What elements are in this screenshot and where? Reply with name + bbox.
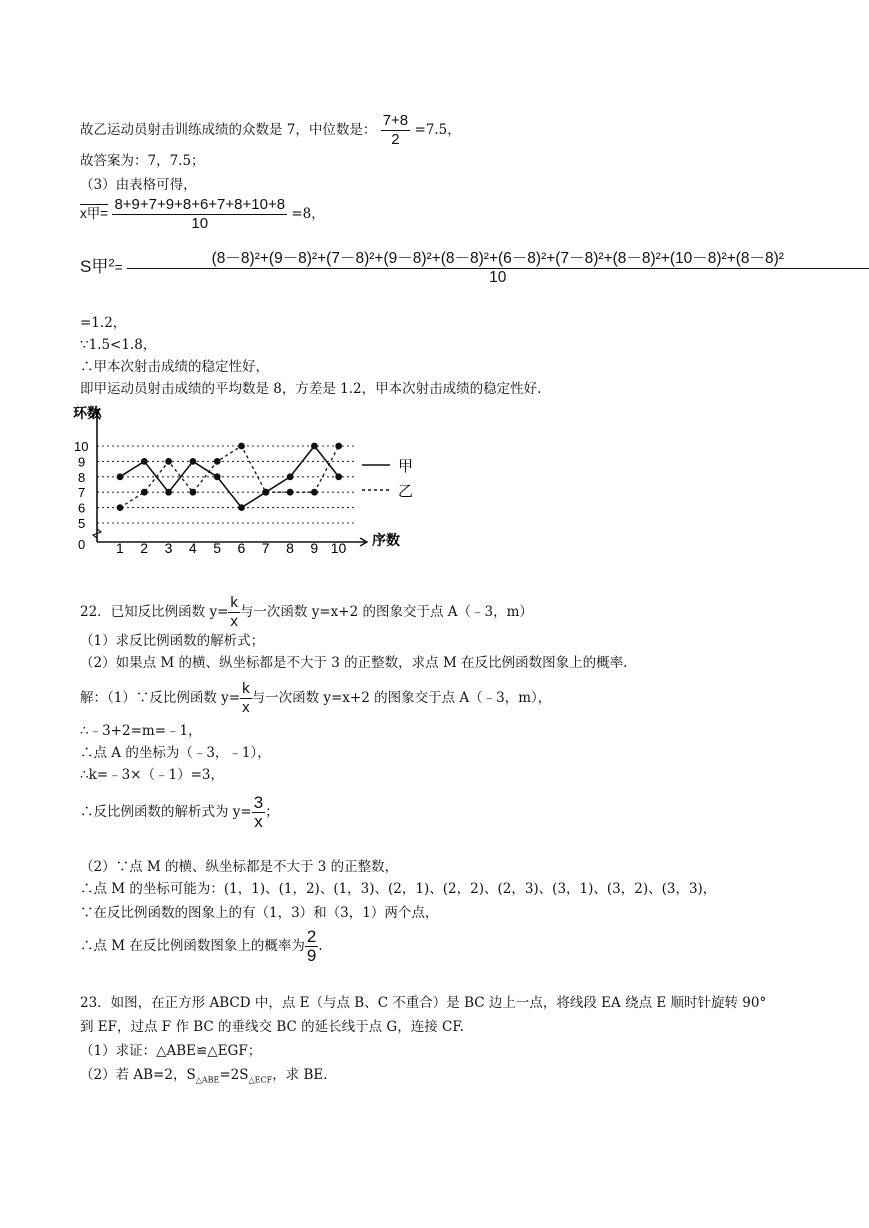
p22-probability-text: ∴点 M 在反比例函数图象上的概率为 <box>80 938 305 954</box>
p23-line4-b: =2S <box>219 1067 249 1083</box>
p22-step5-text: ∴反比例函数的解析式为 y= <box>80 804 252 820</box>
mean-result: =8， <box>291 206 325 222</box>
variance-result: =1.2， <box>80 315 127 331</box>
data-point <box>311 489 318 496</box>
data-point <box>141 458 148 465</box>
mean-denominator: 10 <box>191 215 209 232</box>
y-tick-label: 6 <box>78 500 86 516</box>
p22-solution-b: 与一次函数 y=x+2 的图象交于点 A（﹣3，m）， <box>251 690 552 706</box>
variance-label: S甲 <box>80 257 109 276</box>
x-tick-label: 7 <box>261 540 270 556</box>
y-axis-title: 环数 <box>73 405 101 421</box>
chart-axes <box>93 410 367 546</box>
data-point <box>214 473 221 480</box>
therefore-line: ∴甲本次射击成绩的稳定性好， <box>80 359 269 375</box>
x-tick-label: 9 <box>310 540 319 556</box>
data-point <box>165 458 172 465</box>
mean-label: x甲= <box>80 206 109 221</box>
x-tick-label: 8 <box>286 540 294 556</box>
p23-line4-a: （2）若 AB=2，S <box>80 1067 196 1083</box>
p22-step4: ∴k=﹣3×（﹣1）=3， <box>80 767 224 783</box>
conclusion-line: 即甲运动员射击成绩的平均数是 8，方差是 1.2，甲本次射击成绩的稳定性好. <box>80 381 542 397</box>
p23-line2: 到 EF，过点 F 作 BC 的垂线交 BC 的延长线于点 G，连接 CF. <box>80 1019 464 1035</box>
x-tick-label: 10 <box>330 540 347 556</box>
y-tick-label: 0 <box>78 537 86 552</box>
p22-part2-line1: （2）∵点 M 的横、纵坐标都是不大于 3 的正整数， <box>80 859 399 875</box>
mean-numerator: 8+9+7+9+8+6+7+8+10+8 <box>114 196 286 213</box>
p22-solution-line1 <box>80 680 551 717</box>
data-point <box>117 473 124 480</box>
k-over-x-fraction <box>228 594 240 631</box>
p23-area-sub1: △ABE <box>195 1075 220 1085</box>
y-tick-label: 9 <box>78 454 86 470</box>
p23-line3: （1）求证：△ABE≌△EGF； <box>80 1043 262 1059</box>
variance-exponent: 2 <box>108 257 115 270</box>
p22-q2: （2）如果点 M 的横、纵坐标都是不大于 3 的正整数，求点 M 在反比例函数图象上的概率. <box>80 655 628 671</box>
data-point <box>262 489 269 496</box>
x-tick-label: 3 <box>164 540 173 556</box>
y-tick-label: 8 <box>78 469 86 485</box>
x-denominator-2: x <box>242 699 250 716</box>
y-tick-label: 5 <box>78 516 86 531</box>
data-point <box>214 458 221 465</box>
part3-line: （3）由表格可得， <box>80 177 197 193</box>
variance-numerator: (8－8)²+(9－8)²+(7－8)²+(9－8)²+(8－8)²+(6－8)²+(7－8)²+(8－8)²+(10－8)²+(8－8)² <box>127 250 869 269</box>
data-point <box>238 504 245 511</box>
data-point <box>190 489 197 496</box>
chart-grid <box>97 446 354 523</box>
data-point <box>335 443 342 450</box>
p23-line4 <box>80 1066 328 1090</box>
p23-line1: 23．如图，在正方形 ABCD 中，点 E（与点 B、C 不重合）是 BC 边上一点，将线段 EA 绕点 E 顺时针旋转 90° <box>80 995 767 1011</box>
p22-step5-end: ； <box>265 804 279 820</box>
p22-question-text-a: 22．已知反比例函数 y= <box>80 604 229 620</box>
three-over-x-fraction <box>252 794 265 831</box>
y-tick-label: 10 <box>74 439 89 454</box>
x-denominator-3: x <box>254 812 263 831</box>
mode-median-line <box>80 112 461 149</box>
k-numerator: k <box>230 594 238 611</box>
x-tick-label: 6 <box>237 540 246 556</box>
data-point <box>141 489 148 496</box>
variance-denominator: 10 <box>489 269 507 286</box>
p22-step2: ∴﹣3+2=m=﹣1， <box>80 723 202 739</box>
median-denominator: 2 <box>391 131 400 148</box>
probability-fraction <box>305 928 318 965</box>
data-point <box>335 473 342 480</box>
mean-formula <box>80 196 325 233</box>
p22-q1: （1）求反比例函数的解析式； <box>80 633 265 649</box>
p22-probability-end: . <box>318 938 323 954</box>
variance-formula <box>80 250 869 287</box>
chart-labels <box>73 405 413 556</box>
x-denominator: x <box>230 613 238 630</box>
p22-part2-line2: ∴点 M 的坐标可能为：(1，1)、(1，2)、(1，3)、(2，1)、(2，2)、(2，3)、(3，1)、(3，2)、(3，3)， <box>80 881 717 897</box>
p22-step3: ∴点 A 的坐标为（﹣3，﹣1）， <box>80 745 271 761</box>
x-tick-label: 5 <box>213 540 221 556</box>
compare-line: ∵1.5<1.8， <box>80 337 157 353</box>
k-over-x-fraction-2 <box>240 680 252 717</box>
data-point <box>165 489 172 496</box>
p23-line4-c: ，求 BE. <box>272 1067 328 1083</box>
p22-part2-line3: ∵在反比例函数的图象上的有（1，3）和（3，1）两个点， <box>80 905 439 921</box>
data-point <box>287 473 294 480</box>
data-point <box>311 443 318 450</box>
p22-step5 <box>80 794 279 831</box>
p23-area-sub2: △ECF <box>248 1075 273 1085</box>
p22-question <box>80 594 533 631</box>
three-numerator: 3 <box>253 793 264 812</box>
score-line-chart <box>70 402 430 558</box>
data-point <box>190 458 197 465</box>
k-numerator-2: k <box>242 680 250 697</box>
data-point <box>117 504 124 511</box>
p22-solution-a: 解：（1）∵反比例函数 y= <box>80 690 241 706</box>
probability-denominator: 9 <box>306 946 317 965</box>
variance-equals: = <box>114 260 123 275</box>
legend-label-1: 甲 <box>398 458 414 475</box>
median-fraction <box>381 112 410 149</box>
data-point <box>287 489 294 496</box>
x-tick-label: 2 <box>140 540 149 556</box>
mode-median-text: 故乙运动员射击训练成绩的众数是 7，中位数是： <box>80 122 377 138</box>
mean-fraction <box>112 196 287 233</box>
variance-fraction <box>127 250 869 287</box>
legend-label-2: 乙 <box>398 483 414 500</box>
p22-question-text-b: 与一次函数 y=x+2 的图象交于点 A（﹣3，m） <box>239 604 533 620</box>
median-numerator: 7+8 <box>382 112 409 129</box>
probability-numerator: 2 <box>306 927 317 946</box>
x-tick-label: 1 <box>116 540 124 556</box>
answer-line: 故答案为：7，7.5； <box>80 153 205 169</box>
median-result: =7.5， <box>414 122 461 138</box>
p22-probability-line <box>80 928 323 965</box>
data-point <box>238 443 245 450</box>
x-axis-title: 序数 <box>372 532 400 548</box>
x-tick-label: 4 <box>188 540 197 556</box>
y-tick-label: 7 <box>78 485 86 501</box>
